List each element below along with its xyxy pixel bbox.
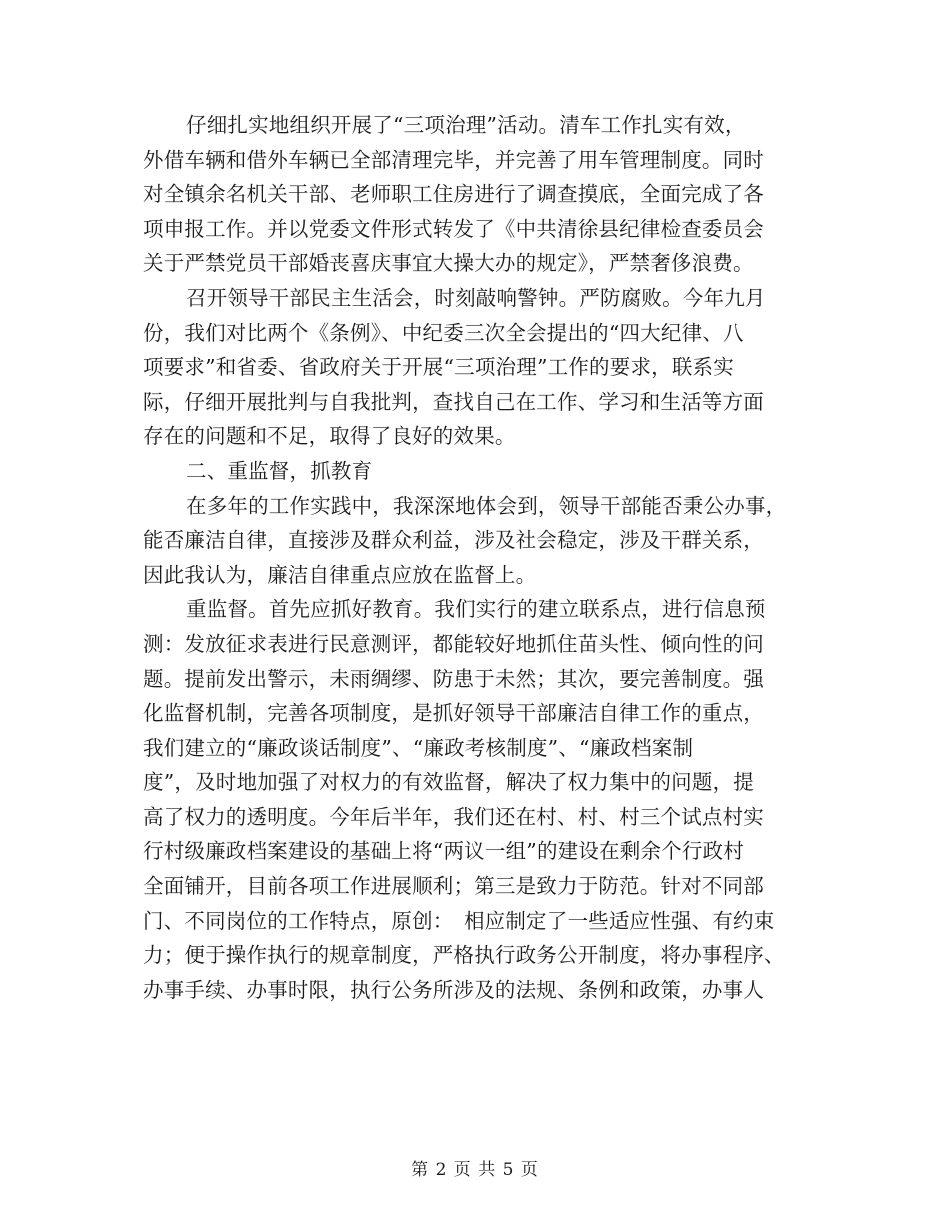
text-line: 关于严禁党员干部婚丧喜庆事宜大操大办的规定》，严禁奢侈浪费。 (143, 251, 754, 276)
text-line: 二、重监督，抓教育 (186, 458, 373, 483)
text-line: 门、不同岗位的工作特点，原创： 相应制定了一些适应性强、有约束 (143, 908, 775, 933)
text-line: 度”，及时地加强了对权力的有效监督，解决了权力集中的问题，提 (143, 770, 754, 795)
text-line: 存在的问题和不足，取得了良好的效果。 (143, 424, 516, 449)
text-line: 测：发放征求表进行民意测评，都能较好地抓住苗头性、倾向性的问 (143, 631, 764, 656)
text-line: 办事手续、办事时限，执行公务所涉及的法规、条例和政策，办事人 (143, 977, 764, 1002)
text-line: 召开领导干部民主生活会，时刻敲响警钟。严防腐败。今年九月 (186, 285, 766, 310)
page-footer: 第 2 页 共 5 页 (411, 1160, 539, 1180)
text-line: 能否廉洁自律，直接涉及群众利益，涉及社会稳定，涉及干群关系， (143, 528, 764, 553)
text-line: 际，仔细开展批判与自我批判，查找自己在工作、学习和生活等方面 (143, 389, 764, 414)
text-line: 项申报工作。并以党委文件形式转发了《中共清徐县纪律检查委员会 (143, 216, 764, 241)
text-line: 行村级廉政档案建设的基础上将“两议一组”的建设在剩余个行政村 (143, 839, 744, 864)
text-line: 高了权力的透明度。今年后半年，我们还在村、村、村三个试点村实 (143, 804, 764, 829)
text-line: 全面铺开，目前各项工作进展顺利；第三是致力于防范。针对不同部 (143, 874, 764, 899)
text-line: 化监督机制，完善各项制度，是抓好领导干部廉洁自律工作的重点， (143, 701, 764, 726)
text-line: 因此我认为，廉洁自律重点应放在监督上。 (143, 562, 537, 587)
text-line: 题。提前发出警示，未雨绸缪、防患于未然；其次，要完善制度。强 (143, 666, 764, 691)
text-line: 项要求”和省委、省政府关于开展“三项治理”工作的要求，联系实 (143, 355, 734, 380)
text-line: 份，我们对比两个《条例》、中纪委三次全会提出的“四大纪律、八 (143, 320, 744, 345)
text-line: 我们建立的“廉政谈话制度”、“廉政考核制度”、“廉政档案制 (143, 735, 694, 760)
text-line: 在多年的工作实践中，我深深地体会到，领导干部能否秉公办事， (186, 493, 787, 518)
text-line: 力；便于操作执行的规章制度，严格执行政务公开制度，将办事程序、 (143, 943, 785, 968)
text-line: 重监督。首先应抓好教育。我们实行的建立联系点，进行信息预 (186, 597, 766, 622)
text-line: 外借车辆和借外车辆已全部清理完毕，并完善了用车管理制度。同时 (143, 147, 764, 172)
document-body (143, 108, 808, 1007)
text-line: 仔细扎实地组织开展了“三项治理”活动。清车工作扎实有效， (186, 113, 746, 137)
text-line: 对全镇余名机关干部、老师职工住房进行了调查摸底，全面完成了各 (143, 182, 764, 207)
